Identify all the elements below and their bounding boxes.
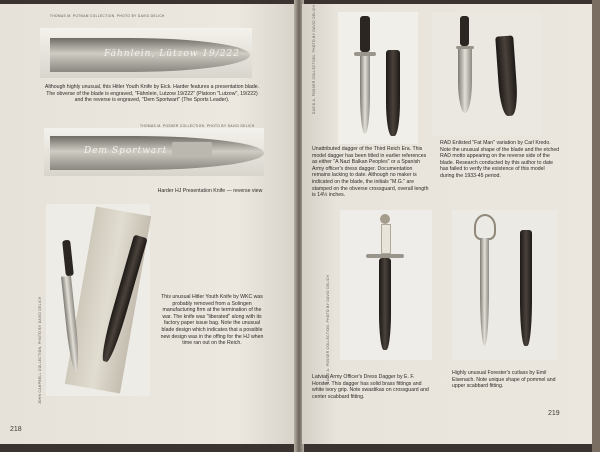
photo-forester-cutlass [452, 210, 558, 360]
dagger-blade [360, 56, 370, 134]
caption-reverse-view: Harder HJ Presentation Knife — reverse view [157, 188, 263, 194]
blade-engraving-obverse: Fähnlein, Lützow 19/222 [104, 49, 240, 59]
left-page [0, 4, 296, 444]
caption-liberated-knife: This unusual Hitler Youth Knife by WKC was probably removed from a Solingen manufacturing firm at the termination of the war. The knife was "liberated" along with its factory paper issue bag. Note the unusual blade design which indicates that a possible new design was in the offing for the HJ when time ran out on the Reich. [160, 294, 264, 347]
caption-rad-fat-man: RAD Enlisted "Fat Man" variation by Carl Kredo. Note the unusual shape of the blade and the etched RAD motto appearing on the reverse side of the blade. Research conducted by this author to date has failed to verify the existence of this model during the 1933-45 period. [440, 140, 560, 179]
photo-latvian-dagger [340, 210, 432, 360]
caption-presentation-blade: Although highly unusual, this Hitler Youth Knife by Eick. Harder features a presentation blade. The obverse of the blade is engraved, "Fähnlein, Lutzow 19/222" (Platoon "Lutzow", 19/222) and the reverse is engraved, "Dem Sportwart" (The Sports Leader). [44, 84, 260, 104]
blade-photo-obverse [40, 28, 252, 78]
right-page [302, 4, 592, 444]
blade-photo-reverse [44, 128, 264, 176]
rad-scabbard [495, 35, 519, 116]
rad-grip [460, 16, 469, 46]
dagger-scabbard [386, 50, 400, 136]
caption-forester-cutlass: Highly unusual Forester's cutlass by Emil Eisenach. Note unique shape of pommel and upper scabbard fitting. [452, 370, 556, 390]
caption-unattributed-dagger: Unattributed dagger of the Third Reich Era. This model dagger has been titled in earlier references as either "A Nazi Balkan Peoples" or a Spanish Army officer's dress dagger. Documentation remains lacking to date. Although no maker is indicated on the blade, the initials "M.G." are stamped on the obverse crossguard, overall length is 14½ inches. [312, 146, 429, 199]
photo-credit-vertical: JOHN CAMPBELL COLLECTION. PHOTO BY DAVID DELICH [38, 296, 42, 404]
photo-rad-dagger [432, 12, 542, 136]
photo-credit-vertical-2: DAVID A. POSSER COLLECTION. PHOTO BY DAVID DELICH [326, 274, 330, 384]
photo-hj-knife-with-bag [46, 204, 150, 396]
caption-latvian-dagger: Latvian Army Officer's Dress Dagger by E. F. Horster. This dagger has solid brass fittings and white ivory grip. Note swastikas on crossguard and center scabbard fitting. [312, 374, 429, 400]
cutlass-scabbard [520, 230, 532, 346]
cutlass-handguard [474, 214, 496, 240]
page-number-left: 218 [10, 426, 22, 433]
rad-blade [458, 49, 472, 113]
maker-mark [172, 142, 212, 156]
blade-engraving-reverse: Dem Sportwart [84, 146, 168, 156]
book-edge [592, 0, 600, 452]
cutlass-blade [480, 238, 489, 346]
latvian-pommel [380, 214, 390, 224]
page-number-right: 219 [548, 410, 560, 417]
dagger-grip [360, 16, 370, 52]
latvian-scabbard [379, 258, 391, 350]
photo-unattributed-dagger [338, 12, 418, 144]
hj-knife-grip [62, 240, 74, 277]
latvian-ivory-grip [381, 224, 391, 254]
photo-credit-top: THOMAS M. PUTNAM COLLECTION. PHOTO BY DAVID DELICH [50, 14, 165, 18]
photo-credit-mid: THOMAS M. POSSER COLLECTION. PHOTO BY DAVID DELICH [140, 124, 255, 128]
photo-credit-vertical-1: DAVID A. POSSER COLLECTION. PHOTO BY DAVID DELICH [312, 4, 316, 114]
